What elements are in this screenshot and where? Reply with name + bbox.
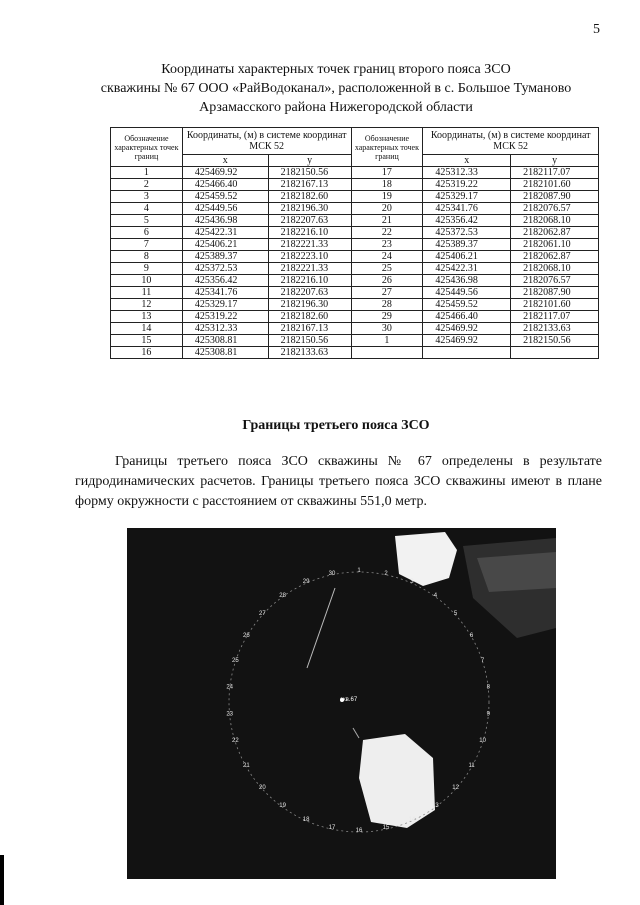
- title-line: Координаты характерных точек границ второго пояса ЗСО: [161, 62, 511, 77]
- point-id-cell: 1: [351, 335, 423, 347]
- table-row: [111, 239, 599, 251]
- x-cell: 425389.37: [423, 239, 511, 251]
- x-cell: 425341.76: [423, 203, 511, 215]
- point-id-cell: 28: [351, 299, 423, 311]
- x-cell: 425436.98: [423, 275, 511, 287]
- scan-edge: [0, 855, 4, 905]
- y-cell: 2182062.87: [511, 251, 599, 263]
- table-row: [111, 335, 599, 347]
- x-cell: 425356.42: [423, 215, 511, 227]
- y-cell: 2182062.87: [511, 227, 599, 239]
- point-column-header: Обозначение характерных точек границ: [351, 128, 423, 167]
- point-id-cell: 6: [111, 227, 183, 239]
- point-id-cell: 22: [351, 227, 423, 239]
- y-cell: 2182150.56: [268, 167, 351, 179]
- page-number: 5: [593, 22, 600, 37]
- boundary-point-label: 19: [279, 803, 286, 810]
- boundary-point-label: 15: [382, 825, 390, 832]
- y-cell: 2182182.60: [268, 311, 351, 323]
- point-id-cell: 7: [111, 239, 183, 251]
- y-cell: 2182076.57: [511, 275, 599, 287]
- y-cell: 2182207.63: [268, 287, 351, 299]
- y-cell: 2182216.10: [268, 275, 351, 287]
- point-id-cell: 13: [111, 311, 183, 323]
- table-row: [111, 311, 599, 323]
- x-cell: 425469.92: [423, 323, 511, 335]
- coordinates-table-body: [111, 167, 599, 359]
- y-cell: [511, 347, 599, 359]
- boundary-point-label: 13: [432, 803, 439, 810]
- y-cell: 2182150.56: [511, 335, 599, 347]
- boundary-point-label: 26: [243, 633, 250, 639]
- point-id-cell: 17: [351, 167, 423, 179]
- boundary-point-label: 10: [479, 738, 486, 745]
- boundary-point-label: 5: [453, 611, 458, 617]
- y-cell: 2182216.10: [268, 227, 351, 239]
- x-cell: 425319.22: [423, 179, 511, 191]
- well-marker: [340, 697, 358, 703]
- y-cell: 2182068.10: [511, 215, 599, 227]
- coords-column-header: Координаты, (м) в системе координат МСК 52: [423, 128, 599, 155]
- boundary-point-label: 17: [328, 825, 336, 832]
- y-cell: 2182068.10: [511, 263, 599, 275]
- y-column-header: y: [511, 155, 599, 167]
- boundary-point-label: 3: [410, 579, 414, 586]
- x-cell: 425449.56: [423, 287, 511, 299]
- y-cell: 2182167.13: [268, 179, 351, 191]
- point-id-cell: 25: [351, 263, 423, 275]
- table-row: [111, 275, 599, 287]
- x-cell: 425308.81: [182, 335, 268, 347]
- y-cell: 2182087.90: [511, 287, 599, 299]
- table-row: [111, 299, 599, 311]
- x-cell: 425319.22: [182, 311, 268, 323]
- table-row: [111, 251, 599, 263]
- x-cell: 425308.81: [182, 347, 268, 359]
- x-cell: 425466.40: [423, 311, 511, 323]
- table-row: [111, 167, 599, 179]
- y-cell: 2182133.63: [511, 323, 599, 335]
- x-column-header: x: [423, 155, 511, 167]
- table-row: [111, 215, 599, 227]
- y-cell: 2182101.60: [511, 179, 599, 191]
- y-cell: 2182167.13: [268, 323, 351, 335]
- body-paragraph: Границы третьего пояса ЗСО скважины № 67 определены в результате гидродинамических расчетов. Границы третьего пояса ЗСО скважины имеют в плане форму окружности с расстоянием от скважины 551,0 метр.: [75, 454, 602, 509]
- table-row: [111, 263, 599, 275]
- y-cell: 2182133.63: [268, 347, 351, 359]
- x-cell: 425312.33: [182, 323, 268, 335]
- boundary-point-label: 27: [259, 611, 266, 617]
- boundary-point-label: 7: [480, 657, 485, 664]
- y-cell: 2182207.63: [268, 215, 351, 227]
- point-id-cell: 16: [111, 347, 183, 359]
- y-cell: 2182117.07: [511, 167, 599, 179]
- well-label: скв.67: [340, 697, 358, 703]
- table-row: [111, 323, 599, 335]
- table-row: [111, 227, 599, 239]
- boundary-point-label: 30: [328, 570, 336, 577]
- point-id-cell: 19: [351, 191, 423, 203]
- y-cell: 2182221.33: [268, 263, 351, 275]
- x-cell: 425469.92: [182, 167, 268, 179]
- point-id-cell: 21: [351, 215, 423, 227]
- boundary-point-label: 1: [357, 568, 361, 574]
- point-id-cell: 29: [351, 311, 423, 323]
- y-cell: 2182182.60: [268, 191, 351, 203]
- boundary-point-label: 4: [433, 592, 438, 599]
- point-id-cell: 1: [111, 167, 183, 179]
- x-cell: 425389.37: [182, 251, 268, 263]
- y-cell: 2182076.57: [511, 203, 599, 215]
- y-column-header: y: [268, 155, 351, 167]
- coords-column-header: Координаты, (м) в системе координат МСК 52: [182, 128, 351, 155]
- table-row: [111, 203, 599, 215]
- x-cell: 425459.52: [423, 299, 511, 311]
- x-cell: [423, 347, 511, 359]
- point-id-cell: 18: [351, 179, 423, 191]
- table-row: [111, 347, 599, 359]
- boundary-point-label: 16: [355, 828, 363, 834]
- point-id-cell: 3: [111, 191, 183, 203]
- x-cell: 425406.21: [423, 251, 511, 263]
- boundary-point-label: 18: [302, 816, 310, 823]
- point-id-cell: 24: [351, 251, 423, 263]
- point-id-cell: 4: [111, 203, 183, 215]
- x-cell: 425406.21: [182, 239, 268, 251]
- boundary-point-label: 6: [469, 633, 474, 639]
- table-row: [111, 179, 599, 191]
- point-id-cell: 20: [351, 203, 423, 215]
- boundary-point-label: 9: [486, 711, 490, 718]
- point-id-cell: 8: [111, 251, 183, 263]
- boundary-point-label: 25: [232, 657, 239, 664]
- coordinates-table: [110, 127, 599, 359]
- x-cell: 425372.53: [423, 227, 511, 239]
- y-cell: 2182150.56: [268, 335, 351, 347]
- y-cell: 2182196.30: [268, 203, 351, 215]
- x-cell: 425459.52: [182, 191, 268, 203]
- boundary-point-label: 28: [279, 592, 286, 599]
- boundary-point-label: 23: [226, 711, 234, 718]
- boundary-point-label: 21: [243, 763, 250, 769]
- point-id-cell: [351, 347, 423, 359]
- boundary-point-label: 12: [452, 785, 459, 791]
- boundary-point-label: 8: [486, 684, 490, 691]
- table-row: [111, 191, 599, 203]
- zone-map: [127, 528, 556, 879]
- x-cell: 425329.17: [423, 191, 511, 203]
- x-cell: 425436.98: [182, 215, 268, 227]
- y-cell: 2182101.60: [511, 299, 599, 311]
- x-cell: 425466.40: [182, 179, 268, 191]
- title-line: скважины № 67 ООО «РайВодоканал», расположенной в с. Большое Туманово: [100, 81, 572, 96]
- boundary-point-label: 2: [384, 570, 388, 577]
- x-cell: 425356.42: [182, 275, 268, 287]
- point-id-cell: 9: [111, 263, 183, 275]
- point-id-cell: 5: [111, 215, 183, 227]
- boundary-point-label: 20: [259, 785, 266, 791]
- point-id-cell: 15: [111, 335, 183, 347]
- point-id-cell: 2: [111, 179, 183, 191]
- section-title: Границы третьего пояса ЗСО: [242, 418, 430, 433]
- x-cell: 425449.56: [182, 203, 268, 215]
- y-cell: 2182117.07: [511, 311, 599, 323]
- boundary-point-label: 29: [302, 579, 310, 586]
- point-id-cell: 12: [111, 299, 183, 311]
- point-id-cell: 14: [111, 323, 183, 335]
- point-id-cell: 27: [351, 287, 423, 299]
- boundary-point-label: 22: [232, 738, 239, 745]
- title-line: Арзамасского района Нижегородской области: [199, 100, 473, 115]
- x-cell: 425372.53: [182, 263, 268, 275]
- y-cell: 2182087.90: [511, 191, 599, 203]
- x-cell: 425329.17: [182, 299, 268, 311]
- table-row: [111, 287, 599, 299]
- point-column-header: Обозначение характерных точек границ: [111, 128, 183, 167]
- y-cell: 2182196.30: [268, 299, 351, 311]
- document-title: [40, 60, 632, 117]
- y-cell: 2182061.10: [511, 239, 599, 251]
- point-id-cell: 30: [351, 323, 423, 335]
- x-cell: 425422.31: [182, 227, 268, 239]
- zone-map-image: [127, 528, 556, 879]
- x-column-header: x: [182, 155, 268, 167]
- boundary-point-label: 11: [468, 763, 475, 769]
- x-cell: 425422.31: [423, 263, 511, 275]
- point-id-cell: 11: [111, 287, 183, 299]
- point-id-cell: 23: [351, 239, 423, 251]
- point-id-cell: 26: [351, 275, 423, 287]
- x-cell: 425341.76: [182, 287, 268, 299]
- boundary-point-label: 14: [408, 816, 416, 823]
- x-cell: 425469.92: [423, 335, 511, 347]
- y-cell: 2182223.10: [268, 251, 351, 263]
- y-cell: 2182221.33: [268, 239, 351, 251]
- x-cell: 425312.33: [423, 167, 511, 179]
- boundary-point-label: 24: [226, 684, 234, 691]
- point-id-cell: 10: [111, 275, 183, 287]
